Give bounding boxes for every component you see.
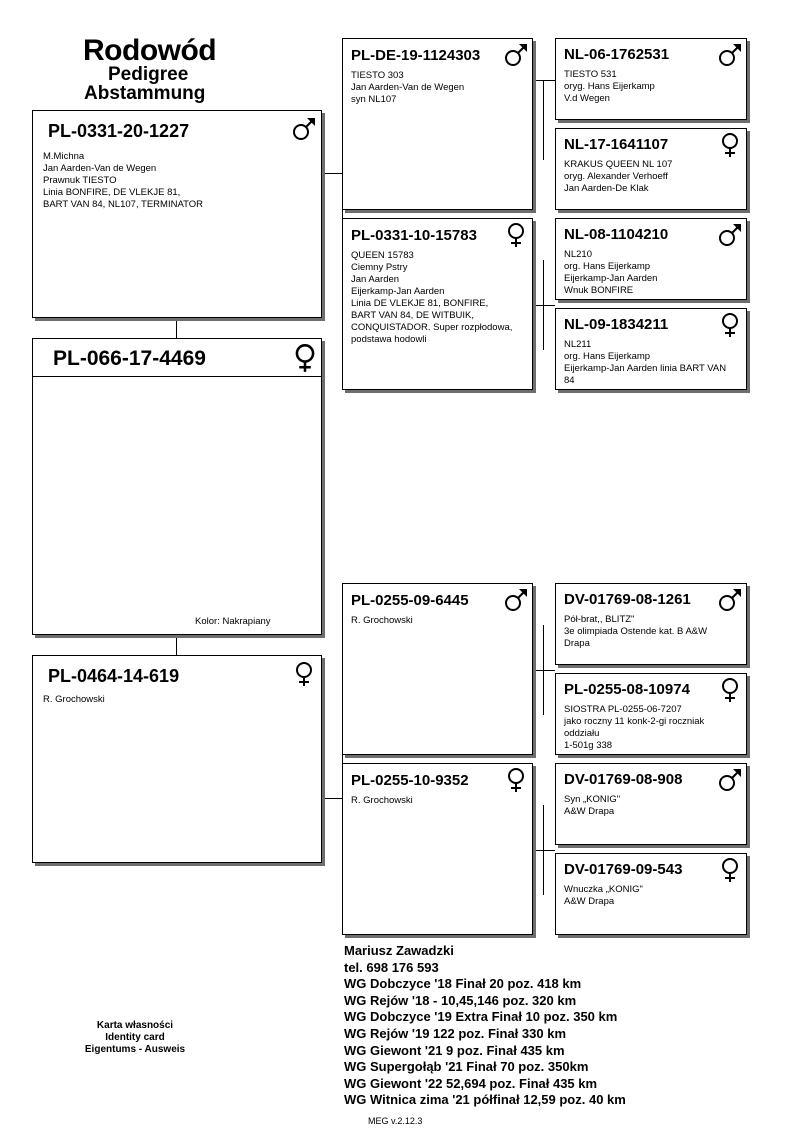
achievement: WG Dobczyce '18 Finał 20 poz. 418 km (344, 976, 582, 992)
pedigree-subtitle-en: Pedigree (108, 64, 189, 85)
dam-sire-sire-card (555, 583, 747, 665)
ddd-ring-number: DV-01769-09-543 (564, 861, 683, 878)
male-icon (717, 587, 743, 613)
dam-sire-card (342, 583, 533, 755)
connector (176, 318, 177, 338)
dam-ring-number: PL-0464-14-619 (48, 666, 180, 686)
sire-sire-dam-card (555, 128, 747, 210)
sire-dam-dam-card (555, 308, 747, 390)
dam-dam-dam-card (555, 853, 747, 935)
sire-sire-sire-card (555, 38, 747, 120)
owner-name: Mariusz Zawadzki (344, 943, 454, 958)
achievement: WG Supergołąb '21 Finał 70 poz. 350km (344, 1059, 589, 1075)
sire-sire-description: TIESTO 303 Jan Aarden-Van de Wegen syn NL107 (351, 70, 465, 105)
dss-ring-number: DV-01769-08-1261 (564, 591, 691, 608)
achievement: WG Giewont '22 52,694 poz. Finał 435 km (344, 1075, 598, 1091)
dam-description: R. Grochowski (43, 694, 105, 705)
dam-dam-ring-number: PL-0255-10-9352 (351, 772, 469, 789)
dam-dam-sire-card (555, 763, 747, 845)
dam-dam-description: R. Grochowski (351, 795, 413, 806)
sire-sire-card (342, 38, 533, 210)
sss-description: TIESTO 531 oryg. Hans Eijerkamp V.d Wegen (564, 69, 655, 104)
pedigree-subtitle-de: Abstammung (84, 83, 206, 104)
dam-sire-description: R. Grochowski (351, 615, 413, 626)
male-icon (717, 222, 743, 248)
male-icon (503, 42, 529, 68)
achievement: WG Giewont '21 9 poz. Finał 435 km (344, 1042, 565, 1058)
owner-phone: tel. 698 176 593 (344, 959, 439, 975)
sire-dam-sire-card (555, 218, 747, 300)
achievement: WG Dobczyce '19 Extra Finał 10 poz. 350 km (344, 1009, 618, 1025)
sire-dam-ring-number: PL-0331-10-15783 (351, 227, 477, 244)
sdd-ring-number: NL-09-1834211 (564, 316, 669, 333)
sdd-description: NL211 org. Hans Eijerkamp Eijerkamp-Jan Aarden linia BART VAN 84 (564, 339, 727, 386)
female-icon (503, 767, 529, 793)
female-icon (291, 661, 317, 687)
male-icon (717, 767, 743, 793)
connector (533, 80, 555, 81)
sire-description: M.Michna Jan Aarden-Van de Wegen Prawnuk TIESTO Linia BONFIRE, DE VLEKJE 81, BART VAN 84, NL107, TERMINATOR (43, 151, 203, 210)
female-icon (717, 857, 743, 883)
dam-dam-card (342, 763, 533, 935)
connector (533, 305, 555, 306)
connector (176, 635, 177, 655)
sire-dam-card (342, 218, 533, 390)
female-icon (290, 343, 320, 373)
version-label: MEG v.2.12.3 (368, 1116, 423, 1126)
connector (543, 260, 544, 350)
connector (533, 850, 555, 851)
subject-ring-number: PL-066-17-4469 (53, 347, 206, 370)
sss-ring-number: NL-06-1762531 (564, 46, 670, 63)
female-icon (503, 222, 529, 248)
connector (543, 805, 544, 895)
female-icon (717, 312, 743, 338)
color-label: Kolor: Nakrapiany (195, 616, 271, 627)
subject-card (32, 338, 322, 635)
dam-sire-ring-number: PL-0255-09-6445 (351, 592, 469, 609)
achievement: WG Witnica zima '21 półfinał 12,59 poz. 40 km (344, 1092, 626, 1108)
sds-ring-number: NL-08-1104210 (564, 226, 669, 243)
male-icon (717, 42, 743, 68)
sire-card (32, 110, 322, 318)
connector (533, 670, 555, 671)
ssd-description: KRAKUS QUEEN NL 107 oryg. Alexander Verhoeff Jan Aarden-De Klak (564, 159, 673, 194)
male-icon (503, 587, 529, 613)
dam-card (32, 655, 322, 863)
male-icon (291, 116, 317, 142)
female-icon (717, 132, 743, 158)
connector (543, 80, 544, 160)
achievement: WG Rejów '18 - 10,45,146 poz. 320 km (344, 992, 577, 1008)
sire-sire-ring-number: PL-DE-19-1124303 (351, 47, 481, 64)
ddd-description: Wnuczka „KONIG" A&W Drapa (564, 884, 643, 907)
sire-ring-number: PL-0331-20-1227 (48, 121, 190, 141)
dss-description: Pół-brat,, BLITZ" 3e olimpiada Ostende kat. B A&W Drapa (564, 614, 708, 649)
sds-description: NL210 org. Hans Eijerkamp Eijerkamp-Jan Aarden Wnuk BONFIRE (564, 249, 658, 296)
identity-card-label: Karta własności Identity card Eigentums - Ausweis (84, 1020, 186, 1055)
ssd-ring-number: NL-17-1641107 (564, 136, 669, 153)
pedigree-title: Rodowód (83, 34, 217, 67)
dam-sire-dam-card (555, 673, 747, 755)
dds-description: Syn „KONIG" A&W Drapa (564, 794, 621, 817)
sire-dam-description: QUEEN 15783 Ciemny Pstry Jan Aarden Eijerkamp-Jan Aarden Linia DE VLEKJE 81, BONFIRE, BART VAN 84, DE WITBUIK, CONQUISTADOR. Super rozpłodowa, podstawa hodowli (351, 250, 513, 345)
owner-info (344, 943, 626, 1109)
dds-ring-number: DV-01769-08-908 (564, 771, 683, 788)
connector (543, 625, 544, 715)
achievement: WG Rejów '19 122 poz. Finał 330 km (344, 1025, 566, 1041)
connector (322, 173, 342, 174)
female-icon (717, 677, 743, 703)
connector (322, 798, 342, 799)
dsd-ring-number: PL-0255-08-10974 (564, 681, 690, 698)
subject-header-divider (33, 376, 321, 377)
dsd-description: SIOSTRA PL-0255-06-7207 jako roczny 11 konk-2-gi roczniak oddziału 1-501g 338 (564, 704, 705, 751)
